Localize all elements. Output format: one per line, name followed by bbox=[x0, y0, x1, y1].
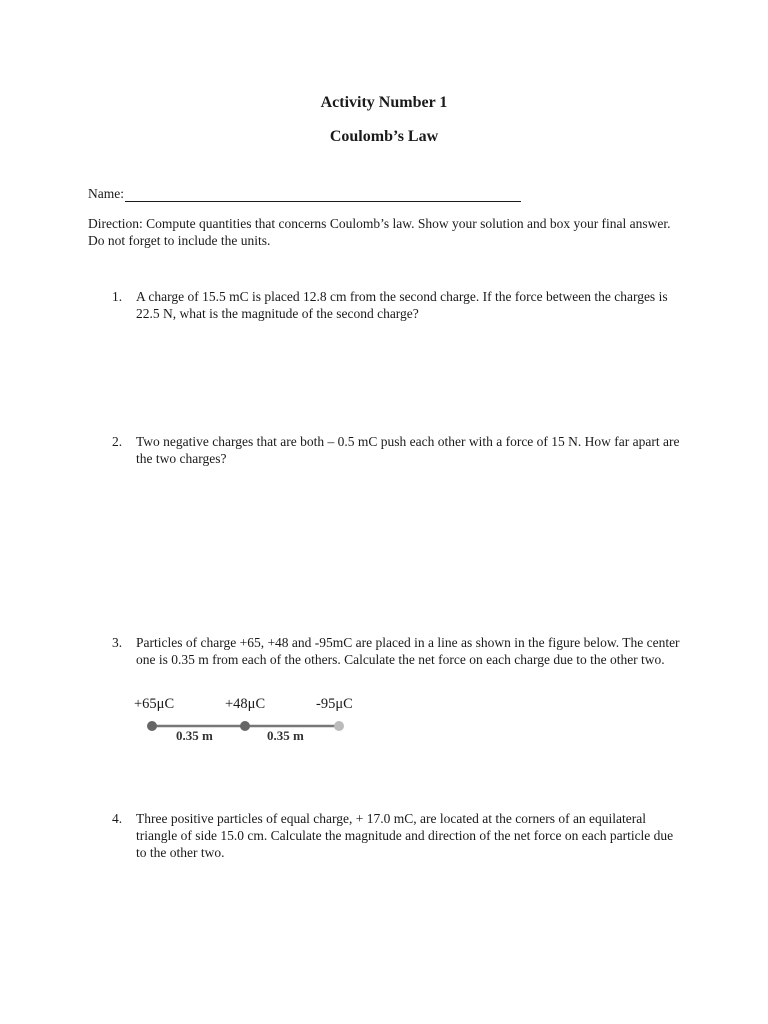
question-1 bbox=[112, 288, 684, 322]
question-number: 2. bbox=[112, 434, 123, 449]
question-number: 1. bbox=[112, 289, 123, 304]
page-title: Activity Number 1 bbox=[320, 94, 448, 111]
name-field bbox=[88, 186, 521, 202]
distance-label-left: 0.35 m bbox=[176, 728, 213, 743]
charge-line-figure bbox=[130, 690, 370, 750]
question-text: Particles of charge +65, +48 and -95mC are placed in a line as shown in the figure below. The center one is 0.35 m from each of the others. Calculate the net force on each charge due to the other two. bbox=[136, 635, 680, 667]
question-text: Three positive particles of equal charge, + 17.0 mC, are located at the corners of an equilateral triangle of side 15.0 cm. Calculate the magnitude and direction of the net force on each particle due to the other two. bbox=[136, 811, 674, 860]
question-number: 3. bbox=[112, 635, 123, 650]
question-3 bbox=[112, 634, 684, 668]
name-label: Name: bbox=[88, 186, 124, 201]
question-number: 4. bbox=[112, 811, 123, 826]
question-4 bbox=[112, 810, 684, 861]
charge-dot-left bbox=[147, 721, 157, 731]
distance-label-right: 0.35 m bbox=[267, 728, 304, 743]
charge-dot-middle bbox=[240, 721, 250, 731]
direction-text: Direction: Compute quantities that concerns Coulomb’s law. Show your solution and box your final answer. Do not forget to include the units. bbox=[88, 216, 671, 248]
charge-label-middle: +48μC bbox=[225, 696, 266, 712]
question-2 bbox=[112, 433, 684, 467]
page-subtitle: Coulomb’s Law bbox=[329, 128, 439, 145]
charge-label-right: -95μC bbox=[316, 696, 353, 712]
question-text: Two negative charges that are both – 0.5 mC push each other with a force of 15 N. How far apart are the two charges? bbox=[136, 434, 680, 466]
question-text: A charge of 15.5 mC is placed 12.8 cm from the second charge. If the force between the charges is 22.5 N, what is the magnitude of the second charge? bbox=[136, 289, 668, 321]
name-blank-line bbox=[125, 188, 521, 202]
charge-line-diagram bbox=[130, 690, 370, 750]
charge-label-left: +65μC bbox=[134, 696, 175, 712]
charge-dot-right bbox=[334, 721, 344, 731]
